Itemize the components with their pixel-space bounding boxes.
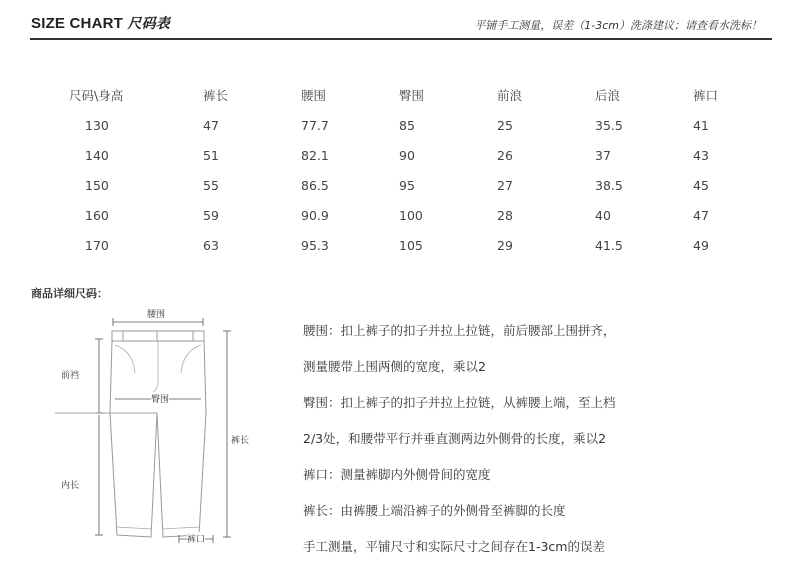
hem-label: 裤口 [187, 532, 205, 545]
table-cell: 37 [595, 147, 611, 163]
table-cell: 40 [595, 207, 611, 223]
table-cell: 47 [203, 117, 219, 133]
column-header: 前浪 [497, 88, 523, 103]
details-title: 商品详细尺码： [31, 287, 108, 300]
table-cell: 95 [399, 177, 415, 193]
desc-line: 测量腰带上围两侧的宽度，乘以2 [303, 359, 486, 374]
table-header-row [55, 80, 753, 110]
table-cell: 105 [399, 237, 423, 253]
table-cell: 49 [693, 237, 709, 253]
title-en: SIZE CHART [31, 15, 123, 32]
table-cell: 41 [693, 117, 709, 133]
header-divider [30, 38, 772, 40]
table-cell: 86.5 [301, 177, 329, 193]
table-cell: 28 [497, 207, 513, 223]
table-cell: 45 [693, 177, 709, 193]
table-cell: 77.7 [301, 117, 329, 133]
table-cell: 59 [203, 207, 219, 223]
length-label: 裤长 [231, 436, 250, 446]
table-cell: 47 [693, 207, 709, 223]
pants-diagram [55, 303, 265, 575]
table-cell: 90.9 [301, 207, 329, 223]
table-cell: 100 [399, 207, 423, 223]
table-cell: 85 [399, 117, 415, 133]
size-table [55, 80, 753, 260]
desc-line: 2/3处，和腰带平行并垂直测两边外侧骨的长度，乘以2 [303, 431, 607, 446]
desc-line: 臀围：扣上裤子的扣子并拉上拉链，从裤腰上端，至上档 [303, 395, 616, 410]
measurement-note: 平铺手工测量，误差（1-3cm）洗涤建议；请查看水洗标！ [474, 19, 762, 32]
table-cell: 26 [497, 147, 513, 163]
column-header: 腰围 [301, 88, 327, 103]
table-cell: 82.1 [301, 147, 329, 163]
table-row [55, 230, 753, 260]
table-cell: 90 [399, 147, 415, 163]
hip-label: 臀围 [151, 392, 169, 405]
table-cell: 140 [85, 147, 109, 163]
table-cell: 55 [203, 177, 219, 193]
table-row [55, 110, 753, 140]
header [0, 0, 790, 40]
title-cn: 尺码表 [127, 16, 170, 32]
table-cell: 95.3 [301, 237, 329, 253]
table-cell: 41.5 [595, 237, 623, 253]
measurement-descriptions [303, 322, 616, 574]
page-title [31, 13, 170, 33]
desc-line: 手工测量，平铺尺寸和实际尺寸之间存在1-3cm的误差 [303, 539, 605, 554]
column-header: 裤口 [693, 88, 719, 103]
front-rise-label: 前裆 [61, 371, 80, 381]
column-header: 后浪 [595, 88, 621, 103]
table-cell: 35.5 [595, 117, 623, 133]
desc-line: 裤口：测量裤脚内外侧骨间的宽度 [303, 467, 491, 482]
table-cell: 160 [85, 207, 109, 223]
column-header: 臀围 [399, 88, 425, 103]
table-cell: 170 [85, 237, 109, 253]
table-row [55, 140, 753, 170]
table-cell: 29 [497, 237, 513, 253]
table-cell: 150 [85, 177, 109, 193]
table-row [55, 200, 753, 230]
table-cell: 27 [497, 177, 513, 193]
waist-label: 腰围 [147, 310, 166, 320]
table-cell: 130 [85, 117, 109, 133]
table-cell: 51 [203, 147, 219, 163]
table-cell: 38.5 [595, 177, 623, 193]
table-cell: 43 [693, 147, 709, 163]
table-cell: 63 [203, 237, 219, 253]
table-cell: 25 [497, 117, 513, 133]
table-row [55, 170, 753, 200]
desc-line: 裤长：由裤腰上端沿裤子的外侧骨至裤脚的长度 [303, 503, 566, 518]
inseam-label: 内长 [61, 481, 80, 491]
column-header: 尺码\身高 [69, 88, 124, 103]
column-header: 裤长 [203, 88, 229, 103]
desc-line: 腰围：扣上裤子的扣子并拉上拉链，前后腰部上围拼齐， [303, 323, 616, 338]
